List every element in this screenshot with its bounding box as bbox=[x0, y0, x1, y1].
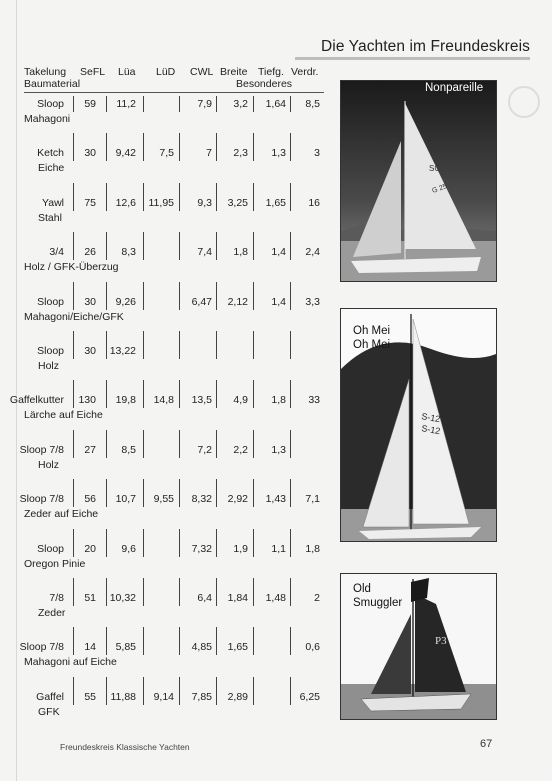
column-divider bbox=[106, 479, 107, 507]
column-divider bbox=[253, 232, 254, 260]
cell-material: Zeder bbox=[38, 607, 66, 619]
cell-breite: 2,2 bbox=[233, 443, 248, 456]
column-divider bbox=[73, 183, 74, 211]
table-row bbox=[19, 491, 324, 535]
column-divider bbox=[290, 529, 291, 557]
column-divider bbox=[179, 627, 180, 655]
column-divider bbox=[179, 133, 180, 161]
cell-verdr: 2 bbox=[314, 592, 320, 604]
cell-lua: 9,42 bbox=[115, 147, 136, 160]
cell-sefl: 30 bbox=[84, 147, 96, 160]
cell-tiefg: 1,4 bbox=[271, 246, 286, 259]
col-sefl: SeFL bbox=[80, 66, 106, 78]
column-divider bbox=[253, 479, 254, 507]
column-divider bbox=[179, 331, 180, 359]
column-divider bbox=[143, 133, 144, 161]
cell-takelung: Sloop bbox=[37, 542, 64, 555]
table-row bbox=[24, 96, 324, 140]
page-title: Die Yachten im Freundeskreis bbox=[321, 38, 530, 55]
column-divider bbox=[216, 133, 217, 161]
col-verdr: Verdr. bbox=[291, 66, 319, 78]
cell-takelung: Sloop bbox=[37, 345, 64, 357]
column-divider bbox=[143, 578, 144, 606]
photo-old-smuggler bbox=[340, 573, 497, 720]
cell-sefl: 130 bbox=[78, 394, 96, 407]
cell-takelung: Ketch bbox=[37, 147, 64, 160]
cell-breite: 1,84 bbox=[227, 592, 248, 604]
column-divider bbox=[179, 183, 180, 211]
column-divider bbox=[143, 380, 144, 408]
cell-breite: 3,2 bbox=[233, 98, 248, 110]
cell-tiefg: 1,48 bbox=[265, 592, 286, 604]
column-divider bbox=[143, 627, 144, 655]
column-divider bbox=[73, 133, 74, 161]
cell-takelung: Gaffel bbox=[36, 690, 64, 703]
column-divider bbox=[290, 627, 291, 655]
column-divider bbox=[106, 183, 107, 211]
column-divider bbox=[179, 232, 180, 260]
cell-breite: 2,12 bbox=[227, 295, 248, 308]
cell-takelung: Sloop 7/8 bbox=[19, 493, 64, 506]
cell-tiefg: 1,65 bbox=[265, 196, 286, 209]
cell-lua: 19,8 bbox=[115, 394, 136, 407]
title-rule bbox=[295, 57, 530, 60]
column-divider bbox=[106, 677, 107, 705]
svg-text:P3: P3 bbox=[435, 635, 447, 647]
column-divider bbox=[216, 430, 217, 458]
cell-breite: 2,92 bbox=[227, 493, 248, 506]
column-divider bbox=[216, 479, 217, 507]
column-divider bbox=[143, 529, 144, 557]
column-divider bbox=[73, 479, 74, 507]
photo-oh-mei bbox=[340, 308, 497, 542]
cell-takelung: Gaffelkutter bbox=[9, 394, 64, 407]
cell-lua: 5,85 bbox=[115, 641, 136, 654]
column-divider bbox=[143, 331, 144, 359]
column-divider bbox=[73, 578, 74, 606]
table-row bbox=[24, 590, 324, 634]
cell-material: Holz bbox=[38, 458, 60, 471]
column-divider bbox=[106, 133, 107, 161]
column-divider bbox=[253, 282, 254, 310]
sailboat-photo-1 bbox=[341, 81, 496, 281]
cell-sefl: 27 bbox=[84, 443, 96, 456]
column-divider bbox=[253, 677, 254, 705]
table-row bbox=[9, 392, 324, 436]
photo-label-oh-mei: Oh Mei Oh Mei bbox=[353, 325, 391, 351]
column-divider bbox=[179, 430, 180, 458]
cell-breite: 4,9 bbox=[233, 394, 248, 407]
column-divider bbox=[143, 96, 144, 112]
column-divider bbox=[253, 578, 254, 606]
cell-lua: 11,88 bbox=[110, 690, 136, 703]
cell-tiefg: 1,64 bbox=[265, 98, 286, 110]
table-row bbox=[24, 294, 324, 338]
cell-tiefg: 1,4 bbox=[271, 295, 286, 308]
table-row bbox=[19, 442, 324, 486]
column-divider bbox=[290, 183, 291, 211]
column-divider bbox=[290, 133, 291, 161]
cell-verdr: 16 bbox=[308, 196, 320, 209]
column-divider bbox=[106, 331, 107, 359]
table-row bbox=[24, 343, 324, 387]
column-divider bbox=[179, 677, 180, 705]
cell-cwl: 7,85 bbox=[191, 690, 212, 703]
cell-sefl: 30 bbox=[84, 345, 96, 357]
header-rule bbox=[24, 92, 324, 93]
photo-nonpareille bbox=[340, 80, 497, 282]
cell-cwl: 7,2 bbox=[197, 443, 212, 456]
column-divider bbox=[290, 232, 291, 260]
col-lud: LüD bbox=[156, 66, 176, 78]
column-divider bbox=[143, 282, 144, 310]
col-takelung: Takelung bbox=[24, 66, 67, 78]
cell-cwl: 8,32 bbox=[191, 493, 212, 506]
cell-takelung: Sloop 7/8 bbox=[19, 641, 64, 654]
col-baumaterial: Baumaterial bbox=[24, 78, 81, 90]
column-divider bbox=[253, 331, 254, 359]
cell-cwl: 9,3 bbox=[197, 196, 212, 209]
cell-takelung: Yawl bbox=[42, 196, 64, 209]
cell-breite: 3,25 bbox=[227, 196, 248, 209]
column-divider bbox=[290, 331, 291, 359]
cell-takelung: Sloop bbox=[37, 295, 64, 308]
cell-verdr: 33 bbox=[308, 394, 320, 407]
col-tiefg: Tiefg. bbox=[258, 66, 284, 78]
cell-verdr: 1,8 bbox=[305, 542, 320, 555]
cell-verdr: 3 bbox=[314, 147, 320, 160]
cell-material: GFK bbox=[38, 705, 60, 718]
cell-verdr: 2,4 bbox=[305, 246, 320, 259]
cell-lud: 11,95 bbox=[148, 196, 174, 209]
faint-circle-mark bbox=[508, 86, 540, 118]
cell-cwl: 7,32 bbox=[191, 542, 212, 555]
photo-label-old-smuggler: Old Smuggler bbox=[353, 583, 403, 609]
cell-material: Mahagoni/Eiche/GFK bbox=[24, 310, 124, 323]
column-divider bbox=[73, 331, 74, 359]
cell-lua: 10,32 bbox=[109, 592, 136, 604]
cell-sefl: 55 bbox=[84, 690, 96, 703]
cell-verdr: 7,1 bbox=[305, 493, 320, 506]
cell-cwl: 13,5 bbox=[191, 394, 212, 407]
cell-lua: 8,3 bbox=[121, 246, 136, 259]
col-lua: Lüa bbox=[118, 66, 136, 78]
col-cwl: CWL bbox=[190, 66, 214, 78]
cell-lua: 9,6 bbox=[121, 542, 136, 555]
footer-publisher: Freundeskreis Klassische Yachten bbox=[60, 742, 190, 752]
table-header bbox=[24, 66, 324, 92]
svg-text:S-12: S-12 bbox=[420, 423, 442, 437]
column-divider bbox=[253, 380, 254, 408]
column-divider bbox=[106, 430, 107, 458]
cell-material: Holz bbox=[38, 360, 60, 372]
cell-takelung: Sloop bbox=[37, 98, 64, 110]
column-divider bbox=[253, 529, 254, 557]
cell-material: Oregon Pinie bbox=[24, 557, 86, 570]
column-divider bbox=[290, 430, 291, 458]
column-divider bbox=[106, 529, 107, 557]
column-divider bbox=[290, 380, 291, 408]
column-divider bbox=[73, 677, 74, 705]
table-row bbox=[24, 541, 324, 585]
column-divider bbox=[290, 479, 291, 507]
cell-cwl: 7,4 bbox=[197, 246, 212, 259]
cell-material: Mahagoni auf Eiche bbox=[24, 656, 117, 669]
cell-verdr: 0,6 bbox=[305, 641, 320, 654]
cell-sefl: 51 bbox=[84, 592, 96, 604]
cell-cwl: 6,47 bbox=[191, 295, 212, 308]
column-divider bbox=[253, 96, 254, 112]
column-divider bbox=[253, 183, 254, 211]
cell-lud: 7,5 bbox=[159, 147, 174, 160]
column-divider bbox=[253, 133, 254, 161]
cell-sefl: 75 bbox=[84, 196, 96, 209]
cell-material: Eiche bbox=[38, 162, 65, 175]
svg-text:G 25: G 25 bbox=[431, 183, 448, 195]
cell-tiefg: 1,3 bbox=[271, 443, 286, 456]
column-divider bbox=[73, 282, 74, 310]
column-divider bbox=[216, 232, 217, 260]
column-divider bbox=[216, 627, 217, 655]
cell-sefl: 56 bbox=[84, 493, 96, 506]
cell-lua: 13,22 bbox=[109, 345, 136, 357]
column-divider bbox=[106, 380, 107, 408]
cell-lua: 9,26 bbox=[115, 295, 136, 308]
column-divider bbox=[290, 677, 291, 705]
column-divider bbox=[216, 282, 217, 310]
column-divider bbox=[106, 627, 107, 655]
cell-breite: 1,9 bbox=[233, 542, 248, 555]
column-divider bbox=[143, 232, 144, 260]
cell-tiefg: 1,43 bbox=[265, 493, 286, 506]
column-divider bbox=[143, 479, 144, 507]
cell-lua: 12,6 bbox=[115, 196, 136, 209]
column-divider bbox=[216, 331, 217, 359]
cell-takelung: Sloop 7/8 bbox=[19, 443, 64, 456]
cell-sefl: 26 bbox=[84, 246, 96, 259]
cell-cwl: 7 bbox=[206, 147, 212, 160]
column-divider bbox=[179, 529, 180, 557]
column-divider bbox=[179, 282, 180, 310]
cell-sefl: 30 bbox=[84, 295, 96, 308]
column-divider bbox=[179, 380, 180, 408]
column-divider bbox=[290, 282, 291, 310]
column-divider bbox=[216, 183, 217, 211]
cell-sefl: 59 bbox=[84, 98, 96, 110]
column-divider bbox=[73, 232, 74, 260]
page-number: 67 bbox=[480, 738, 493, 750]
column-divider bbox=[216, 677, 217, 705]
column-divider bbox=[253, 627, 254, 655]
column-divider bbox=[143, 677, 144, 705]
column-divider bbox=[290, 578, 291, 606]
cell-material: Mahagoni bbox=[24, 113, 71, 125]
cell-tiefg: 1,1 bbox=[271, 542, 286, 555]
cell-material: Holz / GFK-Überzug bbox=[24, 261, 119, 274]
column-divider bbox=[106, 232, 107, 260]
table-row bbox=[19, 639, 324, 683]
svg-text:SC: SC bbox=[429, 164, 441, 173]
cell-breite: 2,3 bbox=[233, 147, 248, 160]
page-edge bbox=[16, 0, 17, 781]
col-breite: Breite bbox=[220, 66, 248, 78]
table-row bbox=[24, 145, 324, 189]
cell-tiefg: 1,8 bbox=[271, 394, 286, 407]
cell-takelung: 7/8 bbox=[49, 592, 64, 604]
cell-verdr: 8,5 bbox=[305, 98, 320, 110]
column-divider bbox=[179, 96, 180, 112]
cell-breite: 2,89 bbox=[227, 690, 248, 703]
cell-sefl: 14 bbox=[84, 641, 96, 654]
column-divider bbox=[216, 529, 217, 557]
cell-material: Zeder auf Eiche bbox=[24, 508, 99, 521]
column-divider bbox=[143, 183, 144, 211]
cell-sefl: 20 bbox=[84, 542, 96, 555]
column-divider bbox=[106, 96, 107, 112]
cell-material: Stahl bbox=[38, 211, 62, 224]
photo-label-nonpareille: Nonpareille bbox=[425, 82, 484, 94]
column-divider bbox=[216, 96, 217, 112]
cell-breite: 1,8 bbox=[233, 246, 248, 259]
cell-breite: 1,65 bbox=[227, 641, 248, 654]
column-divider bbox=[179, 479, 180, 507]
column-divider bbox=[106, 282, 107, 310]
cell-cwl: 6,4 bbox=[197, 592, 212, 604]
cell-lud: 14,8 bbox=[153, 394, 174, 407]
table-row bbox=[24, 195, 324, 239]
svg-text:S-12: S-12 bbox=[420, 411, 442, 425]
column-divider bbox=[73, 430, 74, 458]
cell-verdr: 3,3 bbox=[305, 295, 320, 308]
column-divider bbox=[73, 627, 74, 655]
cell-takelung: 3/4 bbox=[49, 246, 64, 259]
cell-lua: 10,7 bbox=[115, 493, 136, 506]
column-divider bbox=[106, 578, 107, 606]
cell-lud: 9,55 bbox=[153, 493, 174, 506]
column-divider bbox=[216, 380, 217, 408]
column-divider bbox=[290, 96, 291, 112]
col-besonderes: Besonderes bbox=[236, 78, 293, 90]
table-row bbox=[24, 244, 324, 288]
column-divider bbox=[179, 578, 180, 606]
cell-lua: 11,2 bbox=[116, 98, 136, 110]
column-divider bbox=[143, 430, 144, 458]
cell-lua: 8,5 bbox=[121, 443, 136, 456]
cell-lud: 9,14 bbox=[153, 690, 174, 703]
column-divider bbox=[216, 578, 217, 606]
cell-material: Lärche auf Eiche bbox=[24, 409, 103, 422]
column-divider bbox=[253, 430, 254, 458]
cell-tiefg: 1,3 bbox=[271, 147, 286, 160]
column-divider bbox=[73, 96, 74, 112]
column-divider bbox=[73, 380, 74, 408]
column-divider bbox=[73, 529, 74, 557]
cell-cwl: 4,85 bbox=[191, 641, 212, 654]
cell-verdr: 6,25 bbox=[299, 690, 320, 703]
table-row bbox=[24, 689, 324, 733]
cell-cwl: 7,9 bbox=[197, 98, 212, 110]
